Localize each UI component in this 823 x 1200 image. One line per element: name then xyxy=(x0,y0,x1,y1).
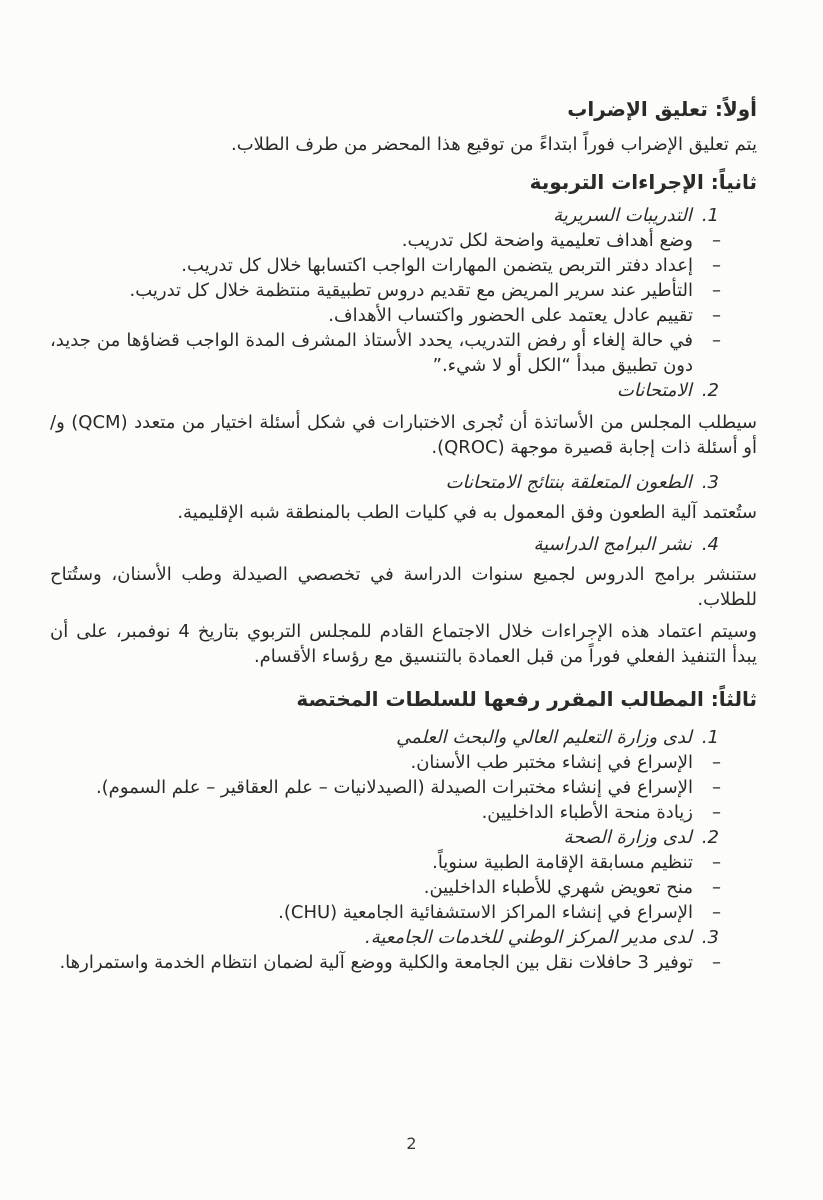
bullet-text: زيادة منحة الأطباء الداخليين. xyxy=(481,802,693,823)
bullet-item xyxy=(50,800,757,825)
heading-demands-authorities: ثالثاً: المطالب المقرر رفعها للسلطات المختصة xyxy=(296,687,757,711)
document-content xyxy=(50,97,757,975)
numbered-item xyxy=(50,532,757,557)
numbered-item xyxy=(50,470,757,495)
item-text: الطعون المتعلقة بنتائج الامتحانات xyxy=(445,472,692,493)
item-text: نشر البرامج الدراسية xyxy=(533,534,692,555)
bullet-item xyxy=(50,303,757,328)
bullet-text: التأطير عند سرير المريض مع تقديم دروس تطبيقية منتظمة خلال كل تدريب. xyxy=(129,280,693,301)
item-text: لدى وزارة الصحة xyxy=(563,827,692,848)
bullet-item xyxy=(50,950,757,975)
item-text: لدى مدير المركز الوطني للخدمات الجامعية. xyxy=(364,927,692,948)
paragraph: يتم تعليق الإضراب فوراً ابتداءً من توقيع هذا المحضر من طرف الطلاب. xyxy=(230,134,757,155)
item-number: 2. xyxy=(701,380,719,401)
paragraph: ستنشر برامج الدروس لجميع سنوات الدراسة في تخصصي الصيدلة وطب الأسنان، وستُتاح للطلاب. xyxy=(50,564,757,610)
item-number: 1. xyxy=(701,205,719,226)
item-text: الامتحانات xyxy=(616,380,692,401)
item-number: 4. xyxy=(701,534,719,555)
bullet-text: الإسراع في إنشاء مختبر طب الأسنان. xyxy=(410,752,693,773)
dash-icon: – xyxy=(712,255,721,276)
numbered-item xyxy=(50,825,757,850)
bullet-text: الإسراع في إنشاء المراكز الاستشفائية الجامعية (CHU). xyxy=(278,902,693,923)
bullet-text: الإسراع في إنشاء مختبرات الصيدلة (الصيدلانيات – علم العقاقير – علم السموم). xyxy=(95,777,693,798)
numbered-item xyxy=(50,725,757,750)
bullet-text: توفير 3 حافلات نقل بين الجامعة والكلية ووضع آلية لضمان انتظام الخدمة واستمرارها. xyxy=(59,952,693,973)
paragraph: سيطلب المجلس من الأساتذة أن تُجرى الاختبارات في شكل أسئلة اختيار من متعدد (QCM) و/أو أسئلة ذات إجابة قصيرة موجهة (QROC). xyxy=(50,412,757,458)
bullet-item xyxy=(50,328,757,378)
item-text: التدريبات السريرية xyxy=(553,205,692,226)
bullet-item xyxy=(50,850,757,875)
bullet-text: وضع أهداف تعليمية واضحة لكل تدريب. xyxy=(401,230,693,251)
item-text: لدى وزارة التعليم العالي والبحث العلمي xyxy=(396,727,692,748)
bullet-item xyxy=(50,775,757,800)
numbered-item xyxy=(50,203,757,228)
bullet-text: إعداد دفتر التربص يتضمن المهارات الواجب اكتسابها خلال كل تدريب. xyxy=(181,255,693,276)
bullet-item xyxy=(50,900,757,925)
bullet-text: في حالة إلغاء أو رفض التدريب، يحدد الأستاذ المشرف المدة الواجب قضاؤها من جديد، دون تطبيق مبدأ “الكل أو لا شيء.” xyxy=(50,330,693,376)
heading-educational-measures: ثانياً: الإجراءات التربوية xyxy=(529,170,757,194)
item-number: 1. xyxy=(701,727,719,748)
dash-icon: – xyxy=(712,777,721,798)
dash-icon: – xyxy=(712,305,721,326)
numbered-item xyxy=(50,925,757,950)
dash-icon: – xyxy=(712,280,721,301)
dash-icon: – xyxy=(712,330,721,351)
bullet-text: تنظيم مسابقة الإقامة الطبية سنوياً. xyxy=(432,852,693,873)
paragraph: ستُعتمد آلية الطعون وفق المعمول به في كليات الطب بالمنطقة شبه الإقليمية. xyxy=(177,502,757,523)
item-number: 3. xyxy=(701,472,719,493)
bullet-text: تقييم عادل يعتمد على الحضور واكتساب الأهداف. xyxy=(328,305,693,326)
numbered-item xyxy=(50,378,757,403)
dash-icon: – xyxy=(712,877,721,898)
paragraph: وسيتم اعتماد هذه الإجراءات خلال الاجتماع القادم للمجلس التربوي بتاريخ 4 نوفمبر، على أن يبدأ التنفيذ الفعلي فوراً من قبل العمادة بالتنسيق مع رؤساء الأقسام. xyxy=(50,621,757,667)
bullet-item xyxy=(50,278,757,303)
dash-icon: – xyxy=(712,802,721,823)
dash-icon: – xyxy=(712,852,721,873)
bullet-text: منح تعويض شهري للأطباء الداخليين. xyxy=(423,877,693,898)
heading-suspend-strike: أولاً: تعليق الإضراب xyxy=(567,97,757,121)
bullet-item xyxy=(50,750,757,775)
page-number: 2 xyxy=(406,1134,417,1153)
item-number: 2. xyxy=(701,827,719,848)
dash-icon: – xyxy=(712,902,721,923)
dash-icon: – xyxy=(712,952,721,973)
bullet-item xyxy=(50,253,757,278)
dash-icon: – xyxy=(712,752,721,773)
bullet-item xyxy=(50,875,757,900)
item-number: 3. xyxy=(701,927,719,948)
dash-icon: – xyxy=(712,230,721,251)
bullet-item xyxy=(50,228,757,253)
